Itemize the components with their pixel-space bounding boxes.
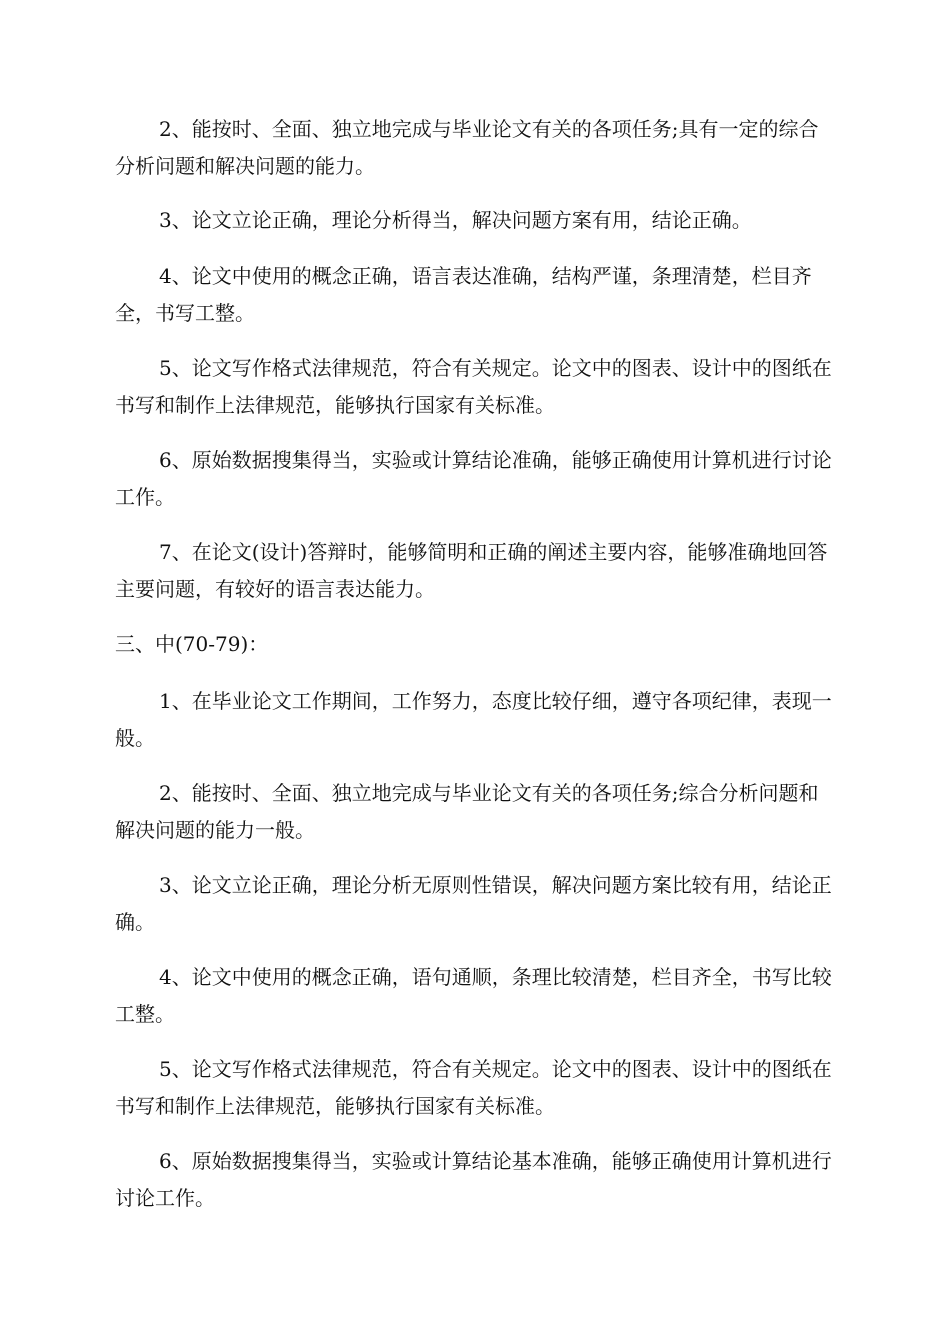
paragraph-c-2: 2、能按时、全面、独立地完成与毕业论文有关的各项任务;综合分析问题和解决问题的能力一般。 (115, 781, 819, 842)
paragraph-c-1: 1、在毕业论文工作期间，工作努力，态度比较仔细，遵守各项纪律，表现一般。 (115, 689, 832, 750)
paragraph-c-4: 4、论文中使用的概念正确，语句通顺，条理比较清楚，栏目齐全，书写比较工整。 (115, 965, 832, 1026)
paragraph-c-6: 6、原始数据搜集得当，实验或计算结论基本准确，能够正确使用计算机进行讨论工作。 (115, 1149, 832, 1210)
paragraph-b-6: 6、原始数据搜集得当，实验或计算结论准确，能够正确使用计算机进行讨论工作。 (115, 448, 832, 509)
paragraph-b-2: 2、能按时、全面、独立地完成与毕业论文有关的各项任务;具有一定的综合分析问题和解决问题的能力。 (115, 117, 819, 178)
paragraph-b-7: 7、在论文(设计)答辩时，能够简明和正确的阐述主要内容，能够准确地回答主要问题，有较好的语言表达能力。 (115, 540, 828, 601)
paragraph-b-5: 5、论文写作格式法律规范，符合有关规定。论文中的图表、设计中的图纸在书写和制作上法律规范，能够执行国家有关标准。 (115, 356, 832, 417)
paragraph-c-3: 3、论文立论正确，理论分析无原则性错误，解决问题方案比较有用，结论正确。 (115, 873, 832, 934)
section-heading-c: 三、中(70-79)： (115, 632, 269, 656)
paragraph-b-3: 3、论文立论正确，理论分析得当，解决问题方案有用，结论正确。 (159, 208, 752, 232)
paragraph-b-4: 4、论文中使用的概念正确，语言表达准确，结构严谨，条理清楚，栏目齐全，书写工整。 (115, 264, 812, 325)
paragraph-c-5: 5、论文写作格式法律规范，符合有关规定。论文中的图表、设计中的图纸在书写和制作上法律规范，能够执行国家有关标准。 (115, 1057, 832, 1118)
